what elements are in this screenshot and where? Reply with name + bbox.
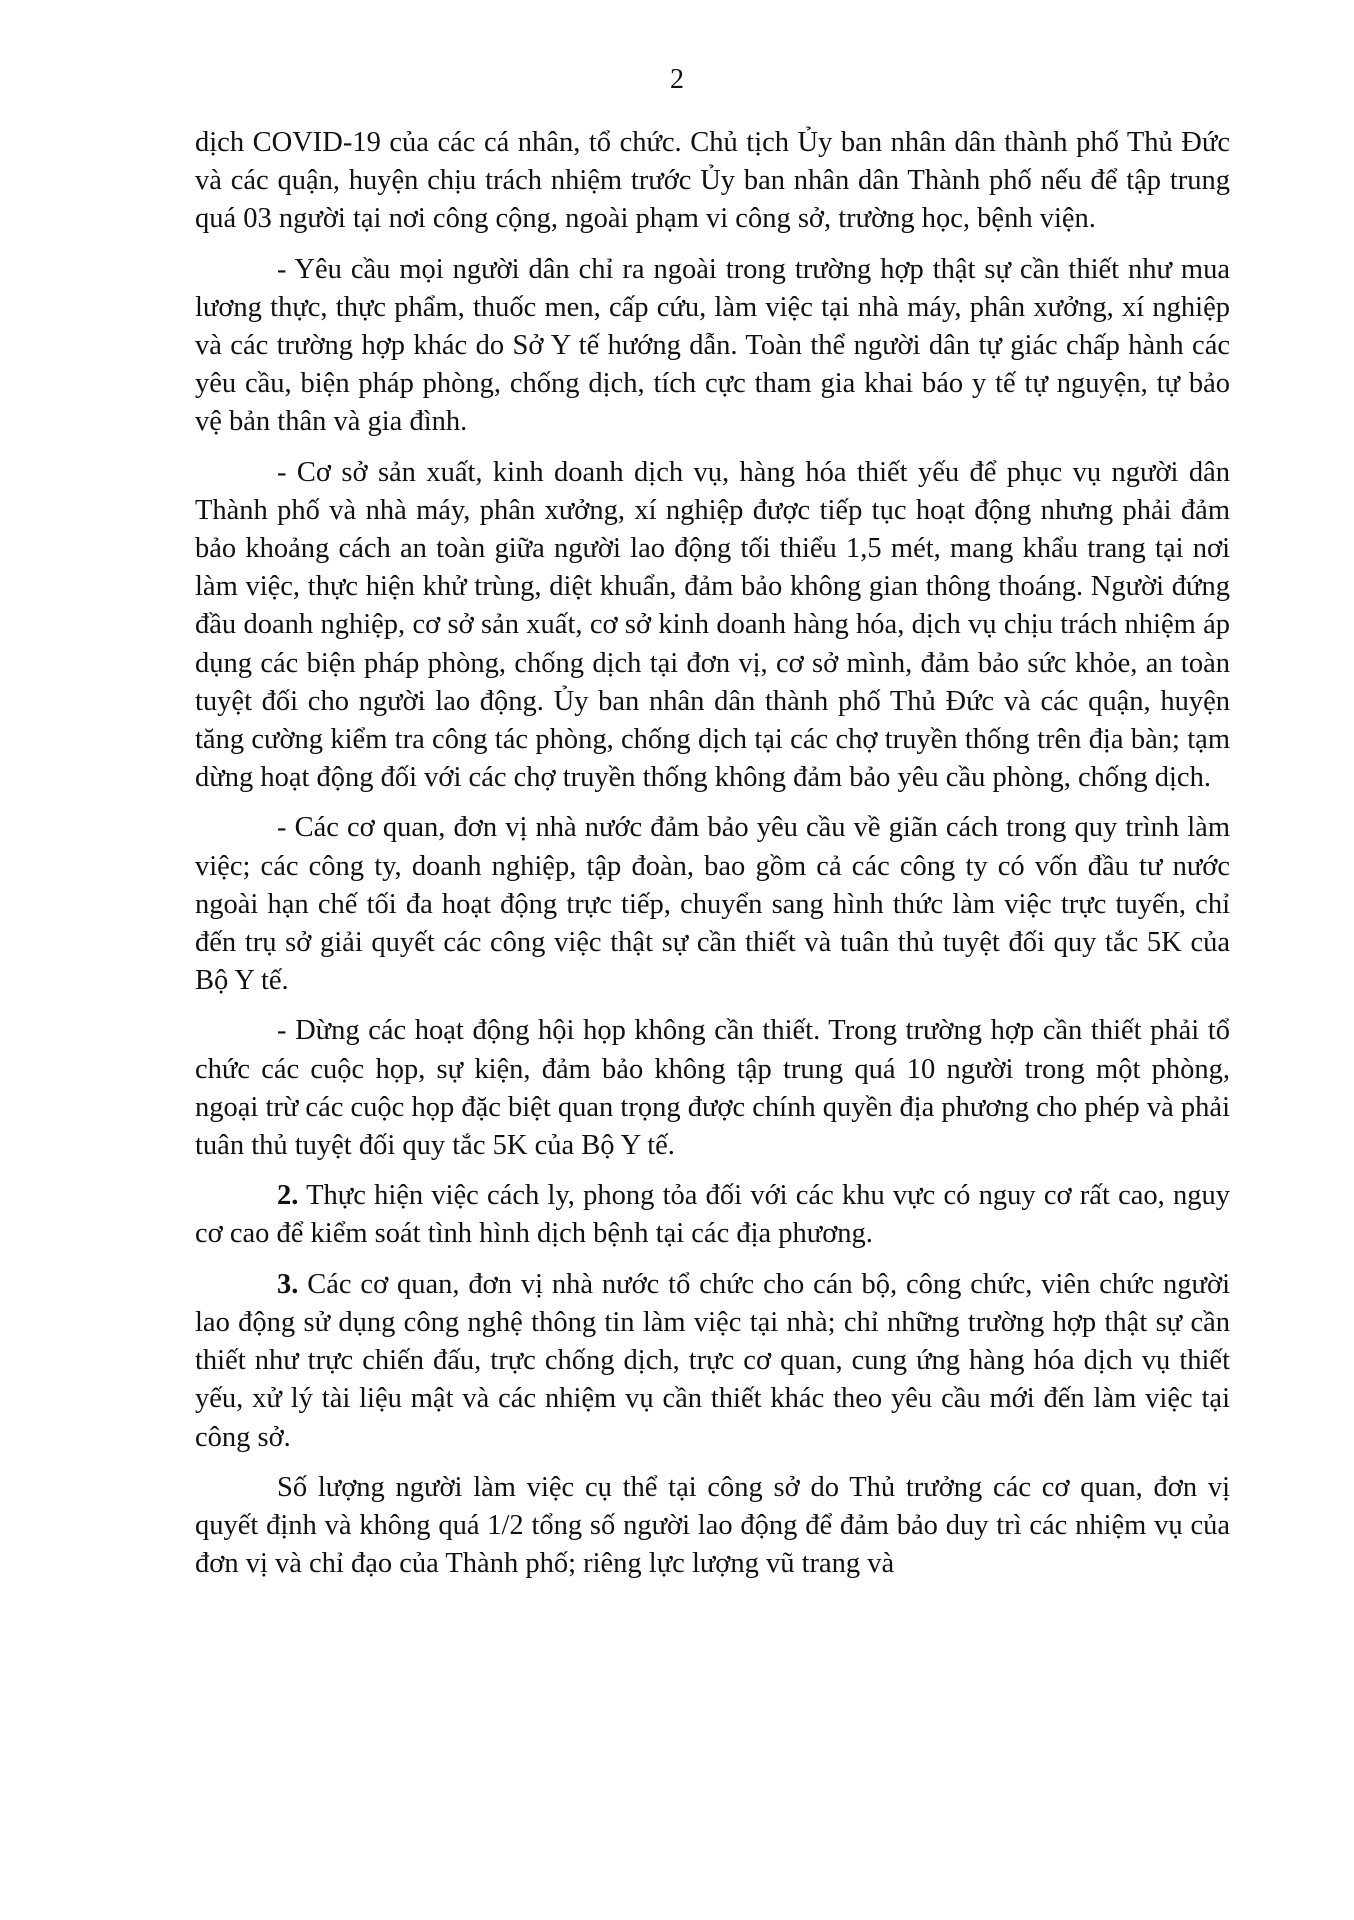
paragraph-text: - Dừng các hoạt động hội họp không cần thiết. Trong trường hợp cần thiết phải tổ chức các cuộc họp, sự kiện, đảm bảo không tập trung quá 10 người trong một phòng, ngoại trừ các cuộc họp đặc biệt quan trọng được chính quyền địa phương cho phép và phải tuân thủ tuyệt đối quy tắc 5K của Bộ Y tế. [195, 1015, 1230, 1162]
paragraph-text: dịch COVID-19 của các cá nhân, tổ chức. Chủ tịch Ủy ban nhân dân thành phố Thủ Đức và các quận, huyện chịu trách nhiệm trước Ủy ban nhân dân Thành phố nếu để tập trung quá 03 người tại nơi công cộng, ngoài phạm vi công sở, trường học, bệnh viện. [195, 127, 1230, 235]
paragraph [195, 124, 1230, 239]
paragraph-text: Các cơ quan, đơn vị nhà nước tổ chức cho cán bộ, công chức, viên chức người lao động sử dụng công nghệ thông tin làm việc tại nhà; chỉ những trường hợp thật sự cần thiết như trực chiến đấu, trực chống dịch, trực cơ quan, cung ứng hàng hóa dịch vụ thiết yếu, xử lý tài liệu mật và các nhiệm vụ cần thiết khác theo yêu cầu mới đến làm việc tại công sở. [195, 1268, 1230, 1453]
paragraph [195, 251, 1230, 442]
paragraph [195, 809, 1230, 1000]
document-body [195, 124, 1230, 1595]
section-number: 2. [277, 1180, 299, 1212]
paragraph [195, 454, 1230, 798]
paragraph-text: Thực hiện việc cách ly, phong tỏa đối với các khu vực có nguy cơ rất cao, nguy cơ cao để kiểm soát tình hình dịch bệnh tại các địa phương. [195, 1180, 1230, 1250]
section-number: 3. [277, 1268, 299, 1300]
page-number: 2 [670, 64, 684, 95]
paragraph-text: - Cơ sở sản xuất, kinh doanh dịch vụ, hàng hóa thiết yếu để phục vụ người dân Thành phố và nhà máy, phân xưởng, xí nghiệp được tiếp tục hoạt động nhưng phải đảm bảo khoảng cách an toàn giữa người lao động tối thiểu 1,5 mét, mang khẩu trang tại nơi làm việc, thực hiện khử trùng, diệt khuẩn, đảm bảo không gian thông thoáng. Người đứng đầu doanh nghiệp, cơ sở sản xuất, cơ sở kinh doanh hàng hóa, dịch vụ chịu trách nhiệm áp dụng các biện pháp phòng, chống dịch tại đơn vị, cơ sở mình, đảm bảo sức khỏe, an toàn tuyệt đối cho người lao động. Ủy ban nhân dân thành phố Thủ Đức và các quận, huyện tăng cường kiểm tra công tác phòng, chống dịch tại các chợ truyền thống trên địa bàn; tạm dừng hoạt động đối với các chợ truyền thống không đảm bảo yêu cầu phòng, chống dịch. [195, 456, 1230, 794]
paragraph-text: - Yêu cầu mọi người dân chỉ ra ngoài trong trường hợp thật sự cần thiết như mua lương thực, thực phẩm, thuốc men, cấp cứu, làm việc tại nhà máy, phân xưởng, xí nghiệp và các trường hợp khác do Sở Y tế hướng dẫn. Toàn thể người dân tự giác chấp hành các yêu cầu, biện pháp phòng, chống dịch, tích cực tham gia khai báo y tế tự nguyện, tự bảo vệ bản thân và gia đình. [195, 253, 1230, 438]
paragraph [195, 1012, 1230, 1165]
paragraph-text: - Các cơ quan, đơn vị nhà nước đảm bảo yêu cầu về giãn cách trong quy trình làm việc; các công ty, doanh nghiệp, tập đoàn, bao gồm cả các công ty có vốn đầu tư nước ngoài hạn chế tối đa hoạt động trực tiếp, chuyển sang hình thức làm việc trực tuyến, chỉ đến trụ sở giải quyết các công việc thật sự cần thiết và tuân thủ tuyệt đối quy tắc 5K của Bộ Y tế. [195, 812, 1230, 997]
section-2-paragraph [195, 1177, 1230, 1253]
paragraph [195, 1469, 1230, 1584]
paragraph-text: Số lượng người làm việc cụ thể tại công sở do Thủ trưởng các cơ quan, đơn vị quyết định và không quá 1/2 tổng số người lao động để đảm bảo duy trì các nhiệm vụ của đơn vị và chỉ đạo của Thành phố; riêng lực lượng vũ trang và [195, 1471, 1230, 1580]
section-3-paragraph [195, 1266, 1230, 1457]
